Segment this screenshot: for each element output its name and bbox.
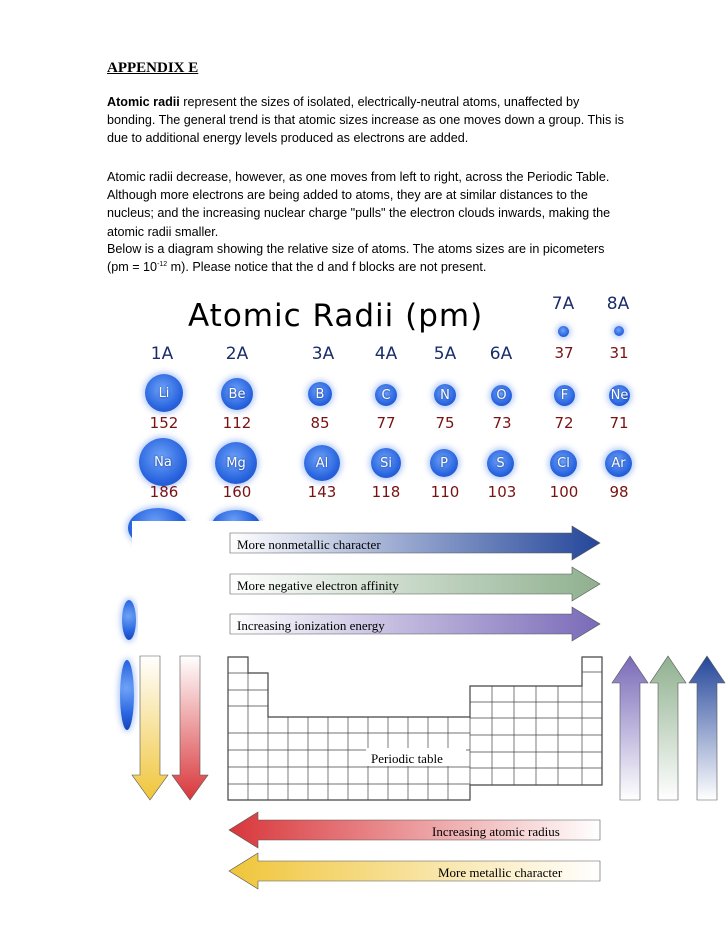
exponent: -12 [157,261,168,269]
label-nonmetallic: More nonmetallic character [237,537,381,552]
group-label-5a: 5A [433,344,457,364]
symbol-f: F [560,388,569,403]
figure-title: Atomic Radii (pm) [188,298,484,334]
periodic-table-label: Periodic table [371,751,443,766]
symbol-al: Al [315,455,329,471]
radius-f: 72 [554,414,574,432]
paragraph-1-text: represent the sizes of isolated, electrically-neutral atoms, unaffected by bonding. The general trend is that atomic sizes increase as one moves down a group. This is due to additional energy levels produced as electrons are added. [107,95,624,146]
label-metallic: More metallic character [438,865,563,880]
group-label-7a: 7A [551,294,575,314]
radius-mg: 160 [222,483,252,501]
radius-ne: 71 [609,414,629,432]
symbol-ne: Ne [610,388,629,403]
radius-o: 73 [492,414,512,432]
symbol-o: O [496,388,507,403]
radius-s: 103 [487,483,517,501]
paragraph-3-text-a: Below is a diagram showing the relative size of atoms. The atoms sizes are in picometers (pm = 10 [107,242,605,275]
radius-c: 77 [376,414,396,432]
radius-n: 75 [435,414,455,432]
radius-b: 85 [310,414,330,432]
symbol-cl: Cl [557,456,570,471]
symbol-mg: Mg [226,455,246,471]
symbol-b: B [315,386,325,402]
group-label-1a: 1A [150,344,174,364]
symbol-be: Be [228,386,246,402]
radius-na: 186 [149,483,179,501]
radius-p: 110 [430,483,460,501]
radius-ar: 98 [609,483,629,501]
radius-li: 152 [149,414,179,432]
symbol-n: N [440,387,450,403]
radius-be: 112 [222,414,252,432]
term-atomic-radii: Atomic radii [107,95,180,109]
arrow-up-navy [689,656,725,800]
symbol-p: P [440,455,448,471]
arrow-up-sage [650,656,686,800]
group-label-6a: 6A [489,344,513,364]
symbol-na: Na [154,454,172,470]
symbol-c: C [381,387,391,403]
radius-cl: 100 [549,483,579,501]
radius-h: 37 [554,344,574,362]
group-label-8a: 8A [606,294,630,314]
symbol-li: Li [158,385,170,401]
radius-he: 31 [609,344,629,362]
symbol-s: S [496,456,505,471]
group-label-2a: 2A [225,344,249,364]
label-electron-affinity: More negative electron affinity [237,578,399,593]
symbol-ar: Ar [611,456,626,471]
radius-al: 143 [307,483,337,501]
group-label-3a: 3A [311,344,335,364]
paragraph-3-text-b: m). Please notice that the d and f blocks are not present. [167,260,487,275]
arrow-up-purple [612,656,648,800]
radius-si: 118 [371,483,401,501]
paragraph-trend-across: Atomic radii decrease, however, as one moves from left to right, across the Periodic Table. Although more electrons are being added to atoms, they are at similar distances to the nucleus; and the increasing nuclear charge "pulls" the electron clouds inwards, making the atomic radii smaller. [107,170,611,239]
label-atomic-radius: Increasing atomic radius [432,824,560,839]
appendix-heading: APPENDIX E [107,60,199,76]
label-ionization: Increasing ionization energy [237,618,385,633]
group-label-4a: 4A [374,344,398,364]
symbol-si: Si [380,455,392,471]
